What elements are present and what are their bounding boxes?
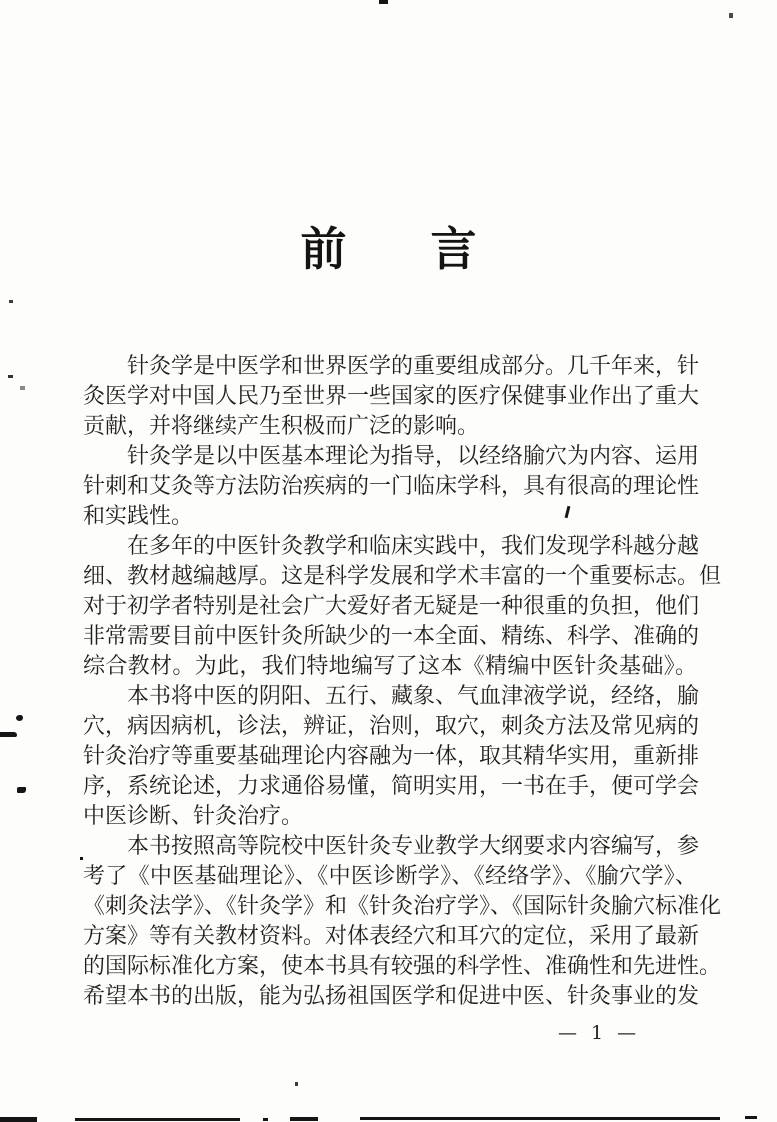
preface-line: 对于初学者特别是社会广大爱好者无疑是一种很重的负担，他们 <box>83 594 700 619</box>
preface-line: 本书按照高等院校中医针灸专业教学大纲要求内容编写，参 <box>127 834 700 859</box>
preface-line: 序，系统论述，力求通俗易懂，简明实用，一书在手，便可学会 <box>83 774 700 799</box>
preface-line: 方案》等有关教材资料。对体表经穴和耳穴的定位，采用了最新 <box>83 924 700 949</box>
scan-mark-left-2 <box>8 375 13 378</box>
scan-mark-left-dash <box>17 787 26 793</box>
preface-line: 《刺灸法学》、《针灸学》和《针灸治疗学》、《国际针灸腧穴标准化 <box>83 894 722 919</box>
preface-line: 中医诊断、针灸治疗。 <box>83 804 304 829</box>
scan-edge-line-segment <box>290 1117 318 1121</box>
scan-mark-speck-mid <box>80 857 83 860</box>
preface-line: 穴，病因病机，诊法，辨证，治则，取穴，刺灸方法及常见病的 <box>83 714 700 739</box>
page-number: — 1 — <box>558 1022 641 1044</box>
preface-line: 针灸治疗等重要基础理论内容融为一体，取其精华实用，重新排 <box>83 744 700 769</box>
preface-line: 灸医学对中国人民乃至世界一些国家的医疗保健事业作出了重大 <box>83 384 700 409</box>
preface-line: 的国际标准化方案，使本书具有较强的科学性、准确性和先进性。 <box>83 954 722 979</box>
scan-edge-line-segment <box>0 1117 37 1122</box>
preface-line: 考了《中医基础理论》、《中医诊断学》、《经络学》、《腧穴学》、 <box>83 864 697 889</box>
preface-line: 综合教材。为此，我们特地编写了这本《精编中医针灸基础》。 <box>83 654 697 679</box>
scan-edge-line-segment <box>360 1117 720 1120</box>
preface-line: 本书将中医的阴阳、五行、藏象、气血津液学说，经络，腧 <box>127 684 700 709</box>
preface-line: 贡献，并将继续产生积极而广泛的影响。 <box>83 414 480 439</box>
preface-line: 在多年的中医针灸教学和临床实践中，我们发现学科越分越 <box>127 534 700 559</box>
preface-line: 针刺和艾灸等方法防治疾病的一门临床学科，具有很高的理论性 <box>83 474 700 499</box>
preface-line: 针灸学是以中医基本理论为指导，以经络腧穴为内容、运用 <box>127 444 700 469</box>
scan-mark-left-1 <box>9 300 13 303</box>
preface-line: 细、教材越编越厚。这是科学发展和学术丰富的一个重要标志。但 <box>83 564 722 589</box>
scan-mark-speck-low <box>295 1082 298 1086</box>
scan-edge-line-segment <box>75 1118 240 1121</box>
scan-mark-left-dot <box>16 715 23 721</box>
scan-mark-top-center <box>379 0 388 4</box>
scan-mark-top-right <box>729 13 733 18</box>
preface-line: 针灸学是中医学和世界医学的重要组成部分。几千年来，针 <box>127 354 700 379</box>
preface-line: 非常需要目前中医针灸所缺少的一本全面、精练、科学、准确的 <box>83 624 700 649</box>
preface-text <box>83 352 722 1012</box>
page-title <box>0 213 777 279</box>
scan-mark-left-3 <box>20 386 25 390</box>
title-char-right: 言 <box>430 222 477 276</box>
preface-line: 希望本书的出版，能为弘扬祖国医学和促进中医、针灸事业的发 <box>83 984 700 1009</box>
scan-edge-line-segment <box>263 1118 268 1121</box>
scan-edge-line-segment <box>745 1116 757 1119</box>
title-char-left: 前 <box>300 222 347 276</box>
scan-mark-left-squiggle <box>0 732 17 737</box>
preface-line: 和实践性。 <box>83 504 194 529</box>
